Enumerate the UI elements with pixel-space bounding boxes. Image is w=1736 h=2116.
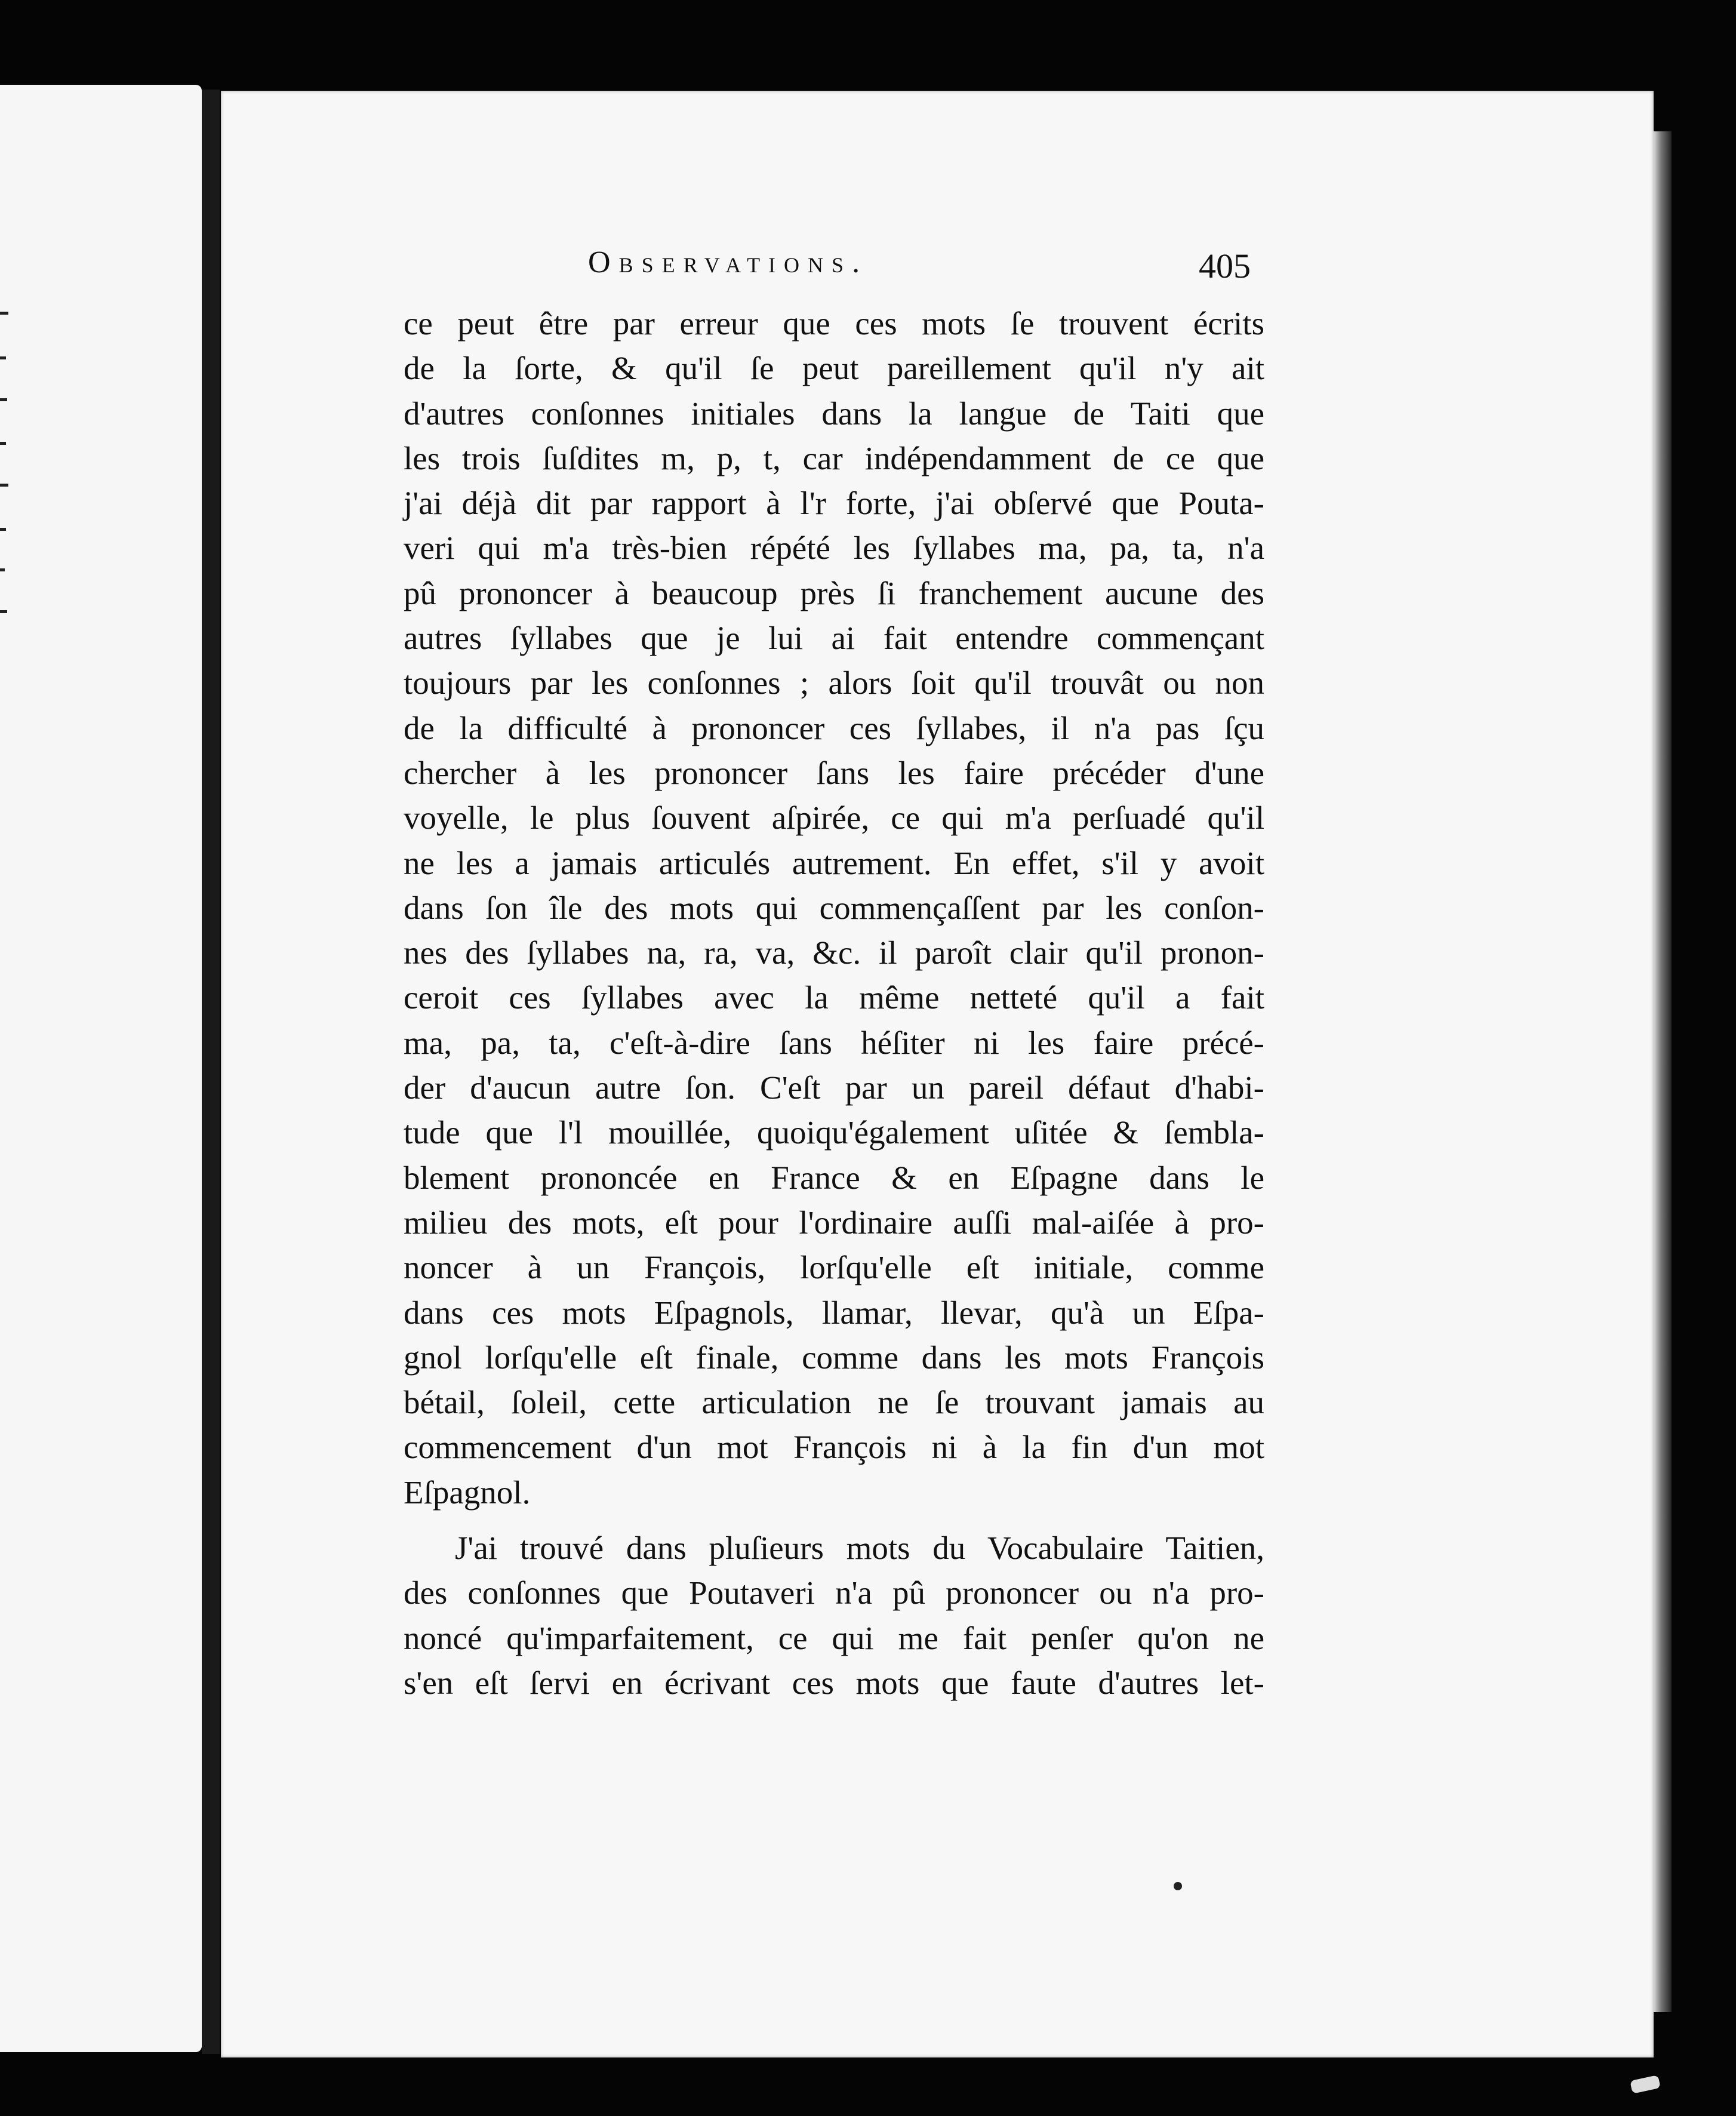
text-line: dans ſon île des mots qui commençaſſent par les conſon-: [404, 889, 1264, 926]
text-line: der d'aucun autre ſon. C'eſt par un pareil défaut d'habi-: [404, 1069, 1264, 1106]
text-line: autres ſyllabes que je lui ai fait entendre commençant: [404, 620, 1264, 657]
text-line: gnol lorſqu'elle eſt finale, comme dans les mots François: [404, 1339, 1264, 1376]
text-line: milieu des mots, eſt pour l'ordinaire auſſi mal-aiſée à pro-: [404, 1204, 1264, 1241]
text-line: s'en eſt ſervi en écrivant ces mots que faute d'autres let-: [404, 1664, 1264, 1701]
text-line: bétail, ſoleil, cette articulation ne ſe trouvant jamais au: [404, 1384, 1264, 1421]
running-title: Observations.: [588, 245, 869, 279]
book-gutter: [202, 90, 220, 2054]
page-header: [588, 245, 1251, 299]
corner-scan-artifact: [1630, 2075, 1661, 2093]
text-line: voyelle, le plus ſouvent aſpirée, ce qui m'a perſuadé qu'il: [404, 799, 1264, 836]
text-line: toujours par les conſonnes ; alors ſoit qu'il trouvât ou non: [404, 665, 1264, 702]
paragraph-gap: [404, 1515, 1264, 1526]
page-number: 405: [1199, 247, 1251, 285]
text-line: veri qui m'a très-bien répété les ſyllabes ma, pa, ta, n'a: [404, 530, 1264, 567]
page-stack-edge: [1654, 131, 1672, 2012]
text-line: les trois ſuſdites m, p, t, car indépendamment de ce que: [404, 439, 1264, 476]
left-page-edge: [0, 85, 202, 2052]
text-line: ce peut être par erreur que ces mots ſe trouvent écrits: [404, 305, 1264, 342]
text-line: tude que l'l mouillée, quoiqu'également uſitée & ſembla-: [404, 1114, 1264, 1151]
text-line: nes des ſyllabes na, ra, va, &c. il paroît clair qu'il pronon-: [404, 934, 1264, 971]
text-line: de la ſorte, & qu'il ſe peut pareillement qu'il n'y ait: [404, 350, 1264, 387]
text-line: noncer à un François, lorſqu'elle eſt initiale, comme: [404, 1249, 1264, 1286]
text-line: Eſpagnol.: [404, 1474, 531, 1511]
text-line: d'autres conſonnes initiales dans la langue de Taiti que: [404, 395, 1264, 432]
text-line: pû prononcer à beaucoup près ſi franchement aucune des: [404, 574, 1264, 611]
text-line: j'ai déjà dit par rapport à l'r forte, j'ai obſervé que Pouta-: [404, 485, 1264, 522]
text-line: commencement d'un mot François ni à la fin d'un mot: [404, 1429, 1264, 1466]
body-text: [404, 301, 1264, 1705]
text-line: blement prononcée en France & en Eſpagne dans le: [404, 1159, 1264, 1196]
text-line: de la difficulté à prononcer ces ſyllabes, il n'a pas ſçu: [404, 709, 1264, 746]
text-line: ne les a jamais articulés autrement. En effet, s'il y avoit: [404, 844, 1264, 881]
left-page-bleed-marks: [0, 85, 24, 2052]
page-speck: [1174, 1882, 1182, 1890]
text-line: J'ai trouvé dans pluſieurs mots du Vocabulaire Taitien,: [455, 1530, 1264, 1567]
text-line: ceroit ces ſyllabes avec la même netteté qu'il a fait: [404, 979, 1264, 1016]
text-line: chercher à les prononcer ſans les faire précéder d'une: [404, 754, 1264, 791]
text-line: des conſonnes que Poutaveri n'a pû prononcer ou n'a pro-: [404, 1574, 1264, 1611]
text-line: noncé qu'imparfaitement, ce qui me fait penſer qu'on ne: [404, 1619, 1264, 1656]
text-line: dans ces mots Eſpagnols, llamar, llevar, qu'à un Eſpa-: [404, 1294, 1264, 1331]
text-line: ma, pa, ta, c'eſt-à-dire ſans héſiter ni les faire précé-: [404, 1024, 1264, 1061]
